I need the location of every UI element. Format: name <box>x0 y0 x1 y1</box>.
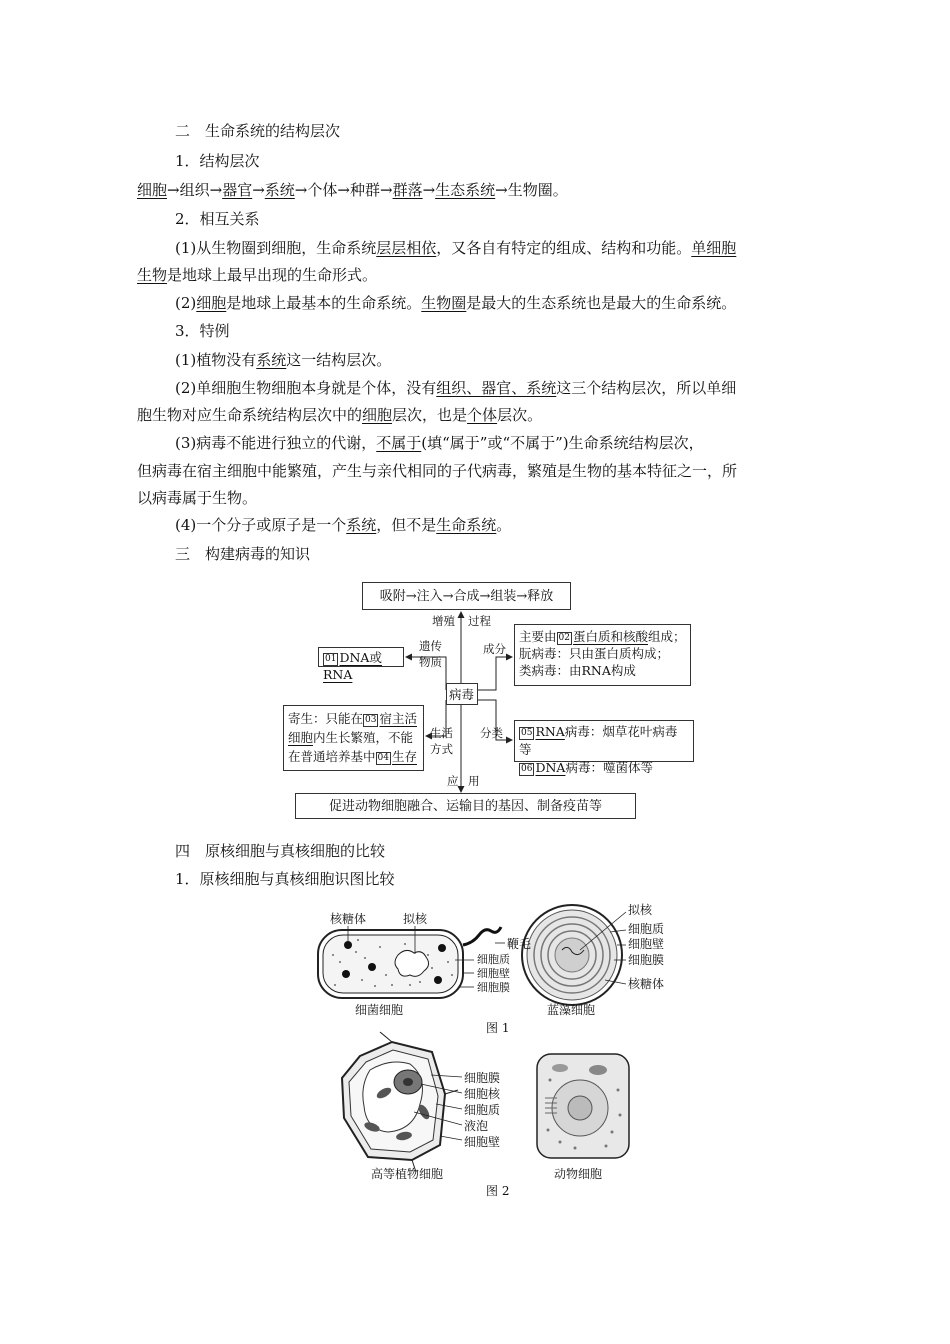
text: 在普通培养基中 <box>288 749 376 764</box>
section-heading-3: 三 构建病毒的知识 <box>175 545 311 563</box>
chain-item: 种群 <box>349 181 380 199</box>
chain-item: 组织 <box>179 181 210 199</box>
text: 是最大的生态系统也是最大的生命系统。 <box>466 294 737 312</box>
label-life: 生活 <box>430 726 453 740</box>
plant-label-vacuole: 液泡 <box>464 1119 489 1133</box>
plant-cell-drawing <box>342 1032 462 1172</box>
text: 内生长繁殖，不能 <box>313 730 414 745</box>
answer: 生存 <box>391 749 417 764</box>
text: (4)一个分子或原子是一个 <box>175 516 347 534</box>
answer: 生物圈 <box>421 294 467 312</box>
plant-caption: 高等植物细胞 <box>371 1167 444 1181</box>
blank-number: 06 <box>521 764 533 774</box>
bacteria-label-nucleoid: 拟核 <box>403 912 428 926</box>
text: 病毒：噬菌体等 <box>565 760 653 775</box>
label-application-2: 用 <box>468 774 480 788</box>
section-heading-2: 二 生命系统的结构层次 <box>175 122 341 140</box>
subheading-structure-levels: 1．结构层次 <box>175 152 260 170</box>
label-material: 物质 <box>419 655 442 669</box>
answer: RNA <box>535 724 565 739</box>
bacteria-label-ribosome: 核糖体 <box>330 912 367 926</box>
answer: 宿主活 <box>379 711 417 726</box>
chain-end: 。 <box>552 181 568 199</box>
chain-item: 群落 <box>392 181 423 199</box>
bacteria-label-flagellum: 鞭毛 <box>507 937 532 951</box>
answer: 细胞 <box>362 406 393 424</box>
bacteria-label-cytoplasm: 细胞质 <box>477 953 510 966</box>
plant-label-nucleus: 细胞核 <box>464 1087 501 1101</box>
blank-number: 04 <box>377 753 389 763</box>
chain-item: 生物圈 <box>507 181 553 199</box>
composition-line-2: 朊病毒：只由蛋白质构成； <box>519 646 670 661</box>
virus-center-node: 病毒 <box>446 683 478 705</box>
cyano-caption: 蓝藻细胞 <box>547 1003 596 1017</box>
figure-1-caption: 图 1 <box>486 1021 510 1035</box>
blank-number: 02 <box>558 633 570 643</box>
text: (3)病毒不能进行独立的代谢， <box>175 434 377 452</box>
animal-caption: 动物细胞 <box>554 1167 603 1181</box>
answer: 不属于 <box>376 434 422 452</box>
blank-number: 03 <box>365 715 377 725</box>
text: ，又各自有特定的组成、结构和功能。 <box>436 239 692 257</box>
chain-item: 细胞 <box>137 181 168 199</box>
label-genetic: 遗传 <box>419 639 442 653</box>
level-chain: 细胞→组织→器官→系统→个体→种群→群落→生态系统→生物圈。 <box>137 181 568 199</box>
composition-line-3: 类病毒：由RNA构成 <box>519 663 636 678</box>
cyano-label-nucleoid: 拟核 <box>628 903 653 917</box>
answer: 细胞 <box>196 294 227 312</box>
text: (2)单细胞生物细胞本身就是个体，没有 <box>175 379 437 397</box>
plant-label-cell-membrane: 细胞膜 <box>464 1071 501 1085</box>
label-process: 过程 <box>468 614 491 628</box>
text: ，但不是 <box>376 516 437 534</box>
section-heading-4: 四 原核细胞与真核细胞的比较 <box>175 842 386 860</box>
answer: 系统 <box>256 351 287 369</box>
replication-process-box: 吸附→注入→合成→组装→释放 <box>362 582 571 610</box>
text: 是地球上最基本的生命系统。 <box>226 294 422 312</box>
text: 胞生物对应生命系统结构层次中的 <box>137 406 363 424</box>
plant-label-cell-wall: 细胞壁 <box>464 1135 501 1149</box>
answer: 细胞 <box>288 730 314 745</box>
answer: 个体 <box>467 406 498 424</box>
cyano-label-ribosome: 核糖体 <box>628 977 665 991</box>
chain-item: 系统 <box>264 181 295 199</box>
special-case-3-cont: 但病毒在宿主细胞中能繁殖，产生与亲代相同的子代病毒，繁殖是生物的基本特征之一，所 <box>137 462 738 480</box>
special-case-3-cont2: 以病毒属于生物。 <box>137 489 258 507</box>
text: 层次。 <box>497 406 543 424</box>
text: (填“属于”或“不属于”)生命系统结构层次， <box>421 434 704 452</box>
label-mode: 方式 <box>430 742 453 756</box>
text: 。 <box>496 516 512 534</box>
animal-cell-drawing <box>537 1054 629 1158</box>
answer: 生物 <box>137 266 168 284</box>
blank-number: 01 <box>325 654 337 664</box>
text: 层次，也是 <box>392 406 468 424</box>
blank-number: 05 <box>521 728 533 738</box>
label-application-1: 应 <box>447 774 459 788</box>
text: 这一结构层次。 <box>286 351 392 369</box>
answer: DNA或RNA <box>323 650 382 682</box>
label-classification: 分类 <box>480 726 503 740</box>
subheading-relations: 2．相互关系 <box>175 210 260 228</box>
cyano-label-cell-wall: 细胞壁 <box>628 937 665 951</box>
text: 组成； <box>647 629 686 644</box>
label-composition: 成分 <box>483 642 506 656</box>
chain-item: 器官 <box>222 181 253 199</box>
text: 是地球上最早出现的生命形式。 <box>167 266 378 284</box>
application-box: 促进动物细胞融合、运输目的基因、制备疫苗等 <box>295 793 636 819</box>
answer: 生命系统 <box>436 516 497 534</box>
answer: 单细胞 <box>691 239 737 257</box>
text: 这三个结构层次，所以单细 <box>556 379 737 397</box>
chain-item: 生态系统 <box>435 181 496 199</box>
label-proliferation: 增殖 <box>432 614 455 628</box>
answer: 层层相依 <box>376 239 437 257</box>
text: 病毒：烟草花叶病毒等 <box>519 724 678 757</box>
text: 寄生：只能在 <box>288 711 364 726</box>
text: (1)植物没有 <box>175 351 257 369</box>
text: (2) <box>175 294 197 312</box>
plant-label-cytoplasm: 细胞质 <box>464 1103 501 1117</box>
chain-item: 个体 <box>307 181 338 199</box>
answer: 蛋白质和核酸 <box>572 629 648 644</box>
cyano-label-cytoplasm: 细胞质 <box>628 922 665 936</box>
text: (1)从生物圈到细胞，生命系统 <box>175 239 377 257</box>
answer: 组织、器官、系统 <box>436 379 557 397</box>
subheading-special-cases: 3．特例 <box>175 322 230 340</box>
bacteria-label-cell-membrane: 细胞膜 <box>477 981 510 994</box>
bacteria-label-cell-wall: 细胞壁 <box>477 967 510 980</box>
text: 主要由 <box>519 629 557 644</box>
subheading-cell-comparison: 1．原核细胞与真核细胞识图比较 <box>175 870 395 888</box>
cyano-label-cell-membrane: 细胞膜 <box>628 953 665 967</box>
answer: 系统 <box>346 516 377 534</box>
bacteria-caption: 细菌细胞 <box>355 1003 404 1017</box>
figure-2-caption: 图 2 <box>486 1184 510 1198</box>
answer: DNA <box>535 760 566 775</box>
